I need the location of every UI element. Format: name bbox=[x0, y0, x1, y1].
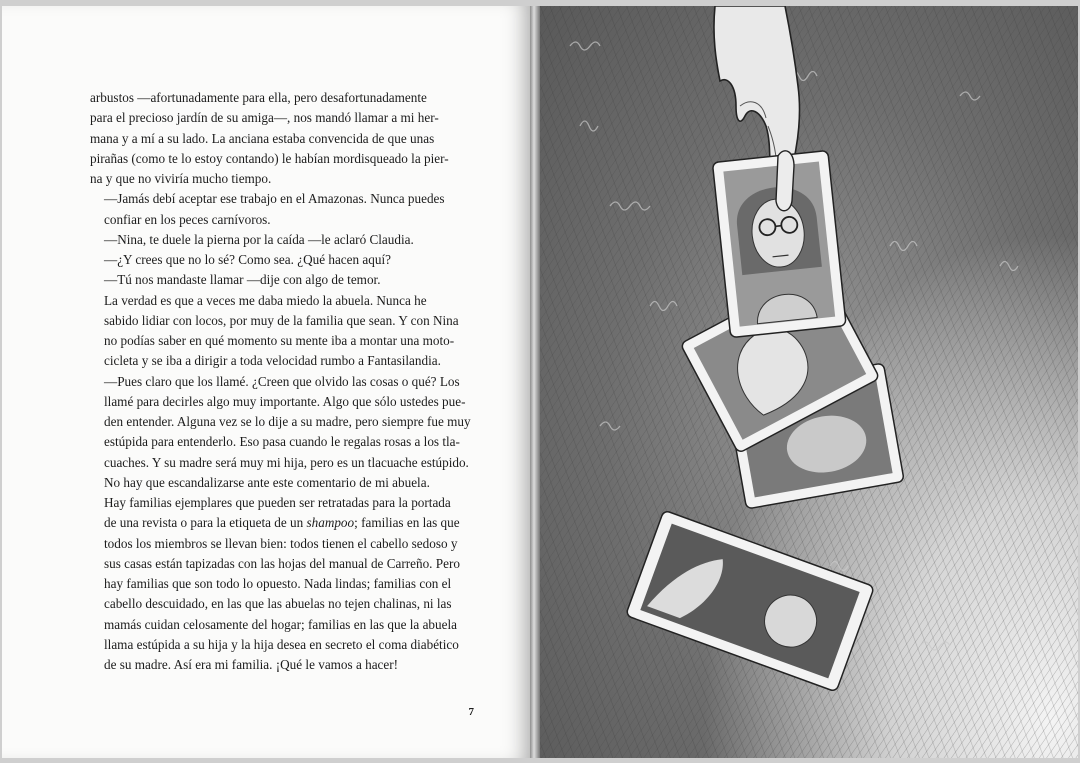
page-number: 7 bbox=[468, 706, 474, 718]
left-page bbox=[2, 6, 530, 758]
text-line: no podías saber en qué momento su mente iba a montar una moto- bbox=[104, 333, 455, 348]
paragraph bbox=[90, 372, 470, 473]
text-line: cabello descuidado, en las que las abuelas no tejen chalinas, ni las bbox=[104, 596, 452, 612]
text-line: para el precioso jardín de su amiga—, nos mandó llamar a mi her- bbox=[90, 110, 439, 126]
paragraph bbox=[90, 291, 470, 372]
text-line: pirañas (como te lo estoy contando) le habían mordisqueado la pier- bbox=[90, 150, 449, 166]
illustration-svg bbox=[540, 6, 1078, 758]
paragraph bbox=[90, 270, 470, 290]
text-line: de su madre. Así era mi familia. ¡Qué le vamos a hacer! bbox=[104, 657, 399, 672]
text-line: estúpida para entenderlo. Eso pasa cuando le regalas rosas a los tla- bbox=[104, 434, 460, 450]
text-line: de una revista o para la etiqueta de un shampoo; familias en las que bbox=[104, 515, 460, 531]
text-line: sabido lidiar con locos, por muy de la familia que sean. Y con Nina bbox=[104, 312, 459, 328]
text-line: confiar en los peces carnívoros. bbox=[104, 211, 271, 227]
text-line: La verdad es que a veces me daba miedo la abuela. Nunca he bbox=[104, 292, 427, 308]
text-line: den entender. Alguna vez se lo dije a su madre, pero siempre fue muy bbox=[104, 414, 471, 429]
text-line: sus casas están tapizadas con las hojas del manual de Carreño. Pero bbox=[104, 555, 460, 571]
text-line: cicleta y se iba a dirigir a toda velocidad rumbo a Fantasilandia. bbox=[104, 353, 441, 369]
text-line: mana y a mí a su lado. La anciana estaba convencida de que unas bbox=[90, 130, 435, 146]
text-line: llamé para decirles algo muy importante. Algo que sólo ustedes pue- bbox=[104, 393, 466, 409]
text-line: Hay familias ejemplares que pueden ser retratadas para la portada bbox=[104, 495, 451, 510]
text-line: arbustos —afortunadamente para ella, pero desafortunadamente bbox=[90, 90, 427, 105]
paragraph bbox=[90, 230, 470, 250]
text-line: mamás cuidan celosamente del hogar; familias en las que la abuela bbox=[104, 616, 457, 632]
body-text bbox=[90, 88, 470, 675]
text-line: na y que no viviría mucho tiempo. bbox=[90, 171, 272, 186]
text-line: —Nina, te duele la pierna por la caída —le aclaró Claudia. bbox=[104, 231, 414, 247]
text-line: No hay que escandalizarse ante este comentario de mi abuela. bbox=[104, 474, 430, 490]
text-line: todos los miembros se llevan bien: todos tienen el cabello sedoso y bbox=[104, 535, 458, 551]
paragraph bbox=[90, 88, 470, 189]
text-line: —Jamás debí aceptar ese trabajo en el Amazonas. Nunca puedes bbox=[104, 191, 445, 207]
paragraph bbox=[90, 250, 470, 270]
text-line: —Pues claro que los llamé. ¿Creen que olvido las cosas o qué? Los bbox=[104, 373, 460, 389]
right-page-illustration bbox=[540, 6, 1078, 758]
text-line: —Tú nos mandaste llamar —dije con algo de temor. bbox=[104, 272, 381, 288]
text-line: —¿Y crees que no lo sé? Como sea. ¿Qué hacen aquí? bbox=[104, 252, 391, 267]
paragraph bbox=[90, 189, 470, 230]
book-gutter bbox=[530, 6, 540, 758]
paragraph bbox=[90, 473, 470, 676]
text-line: hay familias que son todo lo opuesto. Nada lindas; familias con el bbox=[104, 576, 452, 591]
text-line: llama estúpida a su hija y la hija desea en secreto el coma diabético bbox=[104, 636, 459, 652]
text-line: cuaches. Y su madre será muy mi hija, pero es un tlacuache estúpido. bbox=[104, 454, 469, 470]
finger bbox=[776, 151, 794, 211]
